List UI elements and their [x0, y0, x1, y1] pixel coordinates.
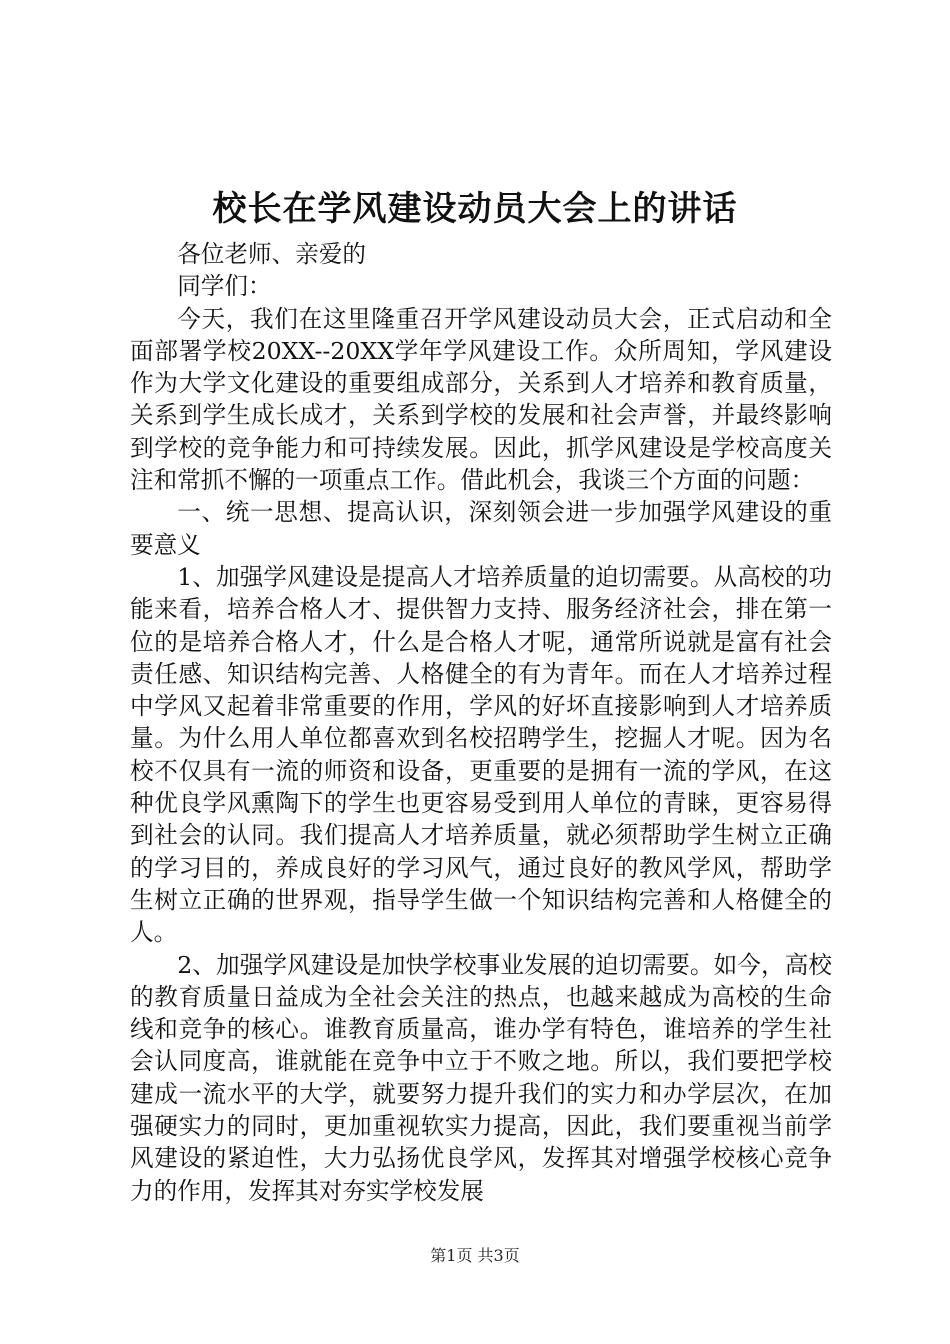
- salutation-line: 同学们：: [177, 272, 272, 301]
- paragraph: 今天，我们在这里隆重召开学风建设动员大会，正式启动和全面部署学校20XX--20XX学年学风建设工作。众所周知，学风建设作为大学文化建设的重要组成部分，关系到人才培养和教育质量，关系到学生成长成才，关系到学校的发展和社会声誉，并最终影响到学校的竞争能力和可持续发展。因此，抓学风建设是学校高度关注和常抓不懈的一项重点工作。借此机会，我谈三个方面的问题：: [130, 304, 832, 495]
- document-title: 校长在学风建设动员大会上的讲话: [212, 189, 738, 229]
- paragraph: 1、加强学风建设是提高人才培养质量的迫切需要。从高校的功能来看，培养合格人才、提供智力支持、服务经济社会，排在第一位的是培养合格人才，什么是合格人才呢，通常所说就是富有社会责任感、知识结构完善、人格健全的有为青年。而在人才培养过程中学风又起着非常重要的作用，学风的好坏直接影响到人才培养质量。为什么用人单位都喜欢到名校招聘学生，挖掘人才呢。因为名校不仅具有一流的师资和设备，更重要的是拥有一流的学风，在这种优良学风熏陶下的学生也更容易受到用人单位的青睐，更容易得到社会的认同。我们提高人才培养质量，就必须帮助学生树立正确的学习目的，养成良好的学习风气，通过良好的教风学风，帮助学生树立正确的世界观，指导学生做一个知识结构完善和人格健全的人。: [130, 562, 832, 947]
- section-heading: 一、统一思想、提高认识，深刻领会进一步加强学风建设的重要意义: [130, 498, 832, 559]
- salutation-line: 各位老师、亲爱的: [177, 240, 366, 268]
- document-body: [130, 238, 832, 1207]
- page-number: 第1页 共3页: [430, 1246, 520, 1265]
- paragraph: 2、加强学风建设是加快学校事业发展的迫切需要。如今，高校的教育质量日益成为全社会关注的热点，也越来越成为高校的生命线和竞争的核心。谁教育质量高，谁办学有特色，谁培养的学生社会认同度高，谁就能在竞争中立于不败之地。所以，我们要把学校建成一流水平的大学，就要努力提升我们的实力和办学层次，在加强硬实力的同时，更加重视软实力提高，因此，我们要重视当前学风建设的紧迫性，大力弘扬优良学风，发挥其对增强学校核心竞争力的作用，发挥其对夯实学校发展: [130, 950, 832, 1205]
